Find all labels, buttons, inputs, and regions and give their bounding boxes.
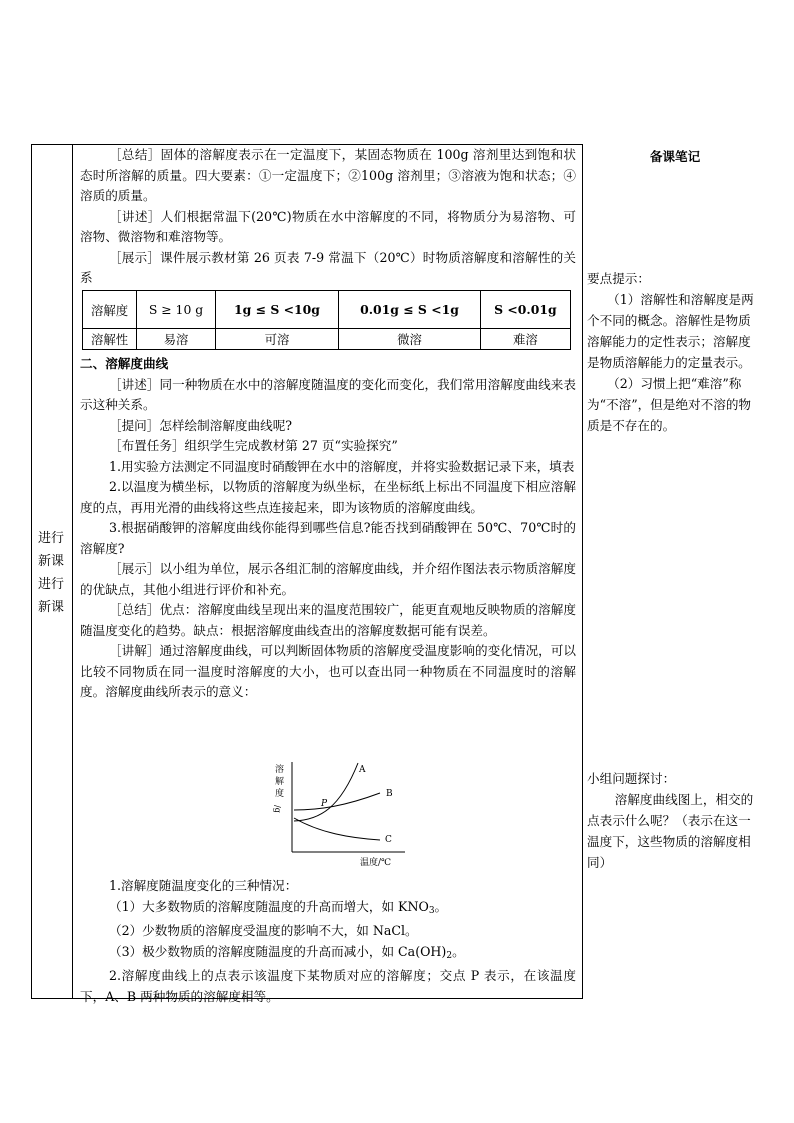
main-content-bottom [80, 876, 576, 1007]
curve-label-a: A [359, 765, 366, 775]
case-end: 。 [434, 898, 448, 914]
section-heading: 二、溶解度曲线 [80, 356, 169, 371]
point-label-p: P [321, 799, 328, 809]
y-axis-label: 解 [275, 777, 285, 787]
frame-left-border [31, 144, 32, 999]
table-cell [215, 291, 338, 329]
case-text: （3）极少数物质的溶解度随温度的升高而减小，如 Ca(OH) [108, 943, 447, 959]
main-content-continued [80, 354, 576, 703]
task-paragraph: ［布置任务］组织学生完成教材第 27 页“实验探究” [108, 438, 398, 453]
step-paragraph: 3.根据硝酸钾的溶解度曲线你能得到哪些信息?能否找到硝酸钾在 50℃、70℃时的溶解度? [80, 520, 576, 556]
table-cell [137, 291, 216, 329]
table-row-label: 溶解度 [83, 291, 137, 329]
case-paragraph: （2）少数物质的溶解度受温度的影响不大，如 NaCl。 [108, 923, 418, 938]
table-cell: 难溶 [480, 329, 570, 350]
group-paragraph: 溶解度曲线图上，相交的点表示什么呢？（表示在这一温度下，这些物质的溶解度相同） [587, 792, 754, 870]
summary-paragraph: ［总结］优点：溶解度曲线呈现出来的温度范围较广，能更直观地反映物质的溶解度随温度变化的趋势。缺点：根据溶解度曲线查出的溶解度数据可能有误差。 [80, 602, 576, 638]
table-cell [480, 291, 570, 329]
tip-paragraph: （1）溶解性和溶解度是两个不同的概念。溶解性是物质溶解能力的定性表示；溶解度是物质溶解能力的定量表示。 [587, 292, 754, 370]
explain-paragraph: ［讲解］通过溶解度曲线，可以判断固体物质的溶解度受温度影响的变化情况，可以比较不同物质在同一温度时溶解度的大小，也可以查出同一种物质在不同温度时的溶解度。溶解度曲线所表示的意义： [80, 643, 576, 699]
solubility-table [82, 290, 571, 350]
table-cell [339, 291, 481, 329]
solubility-curve-diagram [270, 758, 410, 868]
y-axis-label: 度 [275, 789, 285, 799]
lecture-paragraph: ［讲述］同一种物质在水中的溶解度随温度的变化而变化，我们常用溶解度曲线来表示这种关系。 [80, 376, 576, 412]
notes-title: 备课笔记 [649, 149, 701, 164]
lecture-paragraph: ［讲述］人们根据常温下(20℃)物质在水中溶解度的不同，将物质分为易溶物、可溶物、微溶物和难溶物等。 [80, 208, 576, 244]
subscript: 2 [446, 950, 453, 961]
range-slight: 0.01g ≤ S <1g [360, 302, 459, 317]
case-end: 。 [452, 943, 465, 959]
point-paragraph: 2.溶解度曲线上的点表示该温度下某物质对应的溶解度；交点 P 表示，在该温度下，A、B 两种物质的溶解度相等。 [80, 968, 576, 1004]
case-text: （1）大多数物质的溶解度随温度的升高而增大，如 KNO [108, 898, 429, 914]
section-label-line: 进行 [37, 577, 64, 592]
range-easy: S ≥ 10 g [148, 302, 204, 317]
step-paragraph: 1.用实验方法测定不同温度时硝酸钾在水中的溶解度，并将实验数据记录下来，填表 [108, 458, 575, 474]
tip-paragraph: （2）习惯上把“难溶”称为“不溶”，但是绝对不溶的物质是不存在的。 [587, 376, 752, 433]
range-insoluble: S <0.01g [494, 302, 557, 317]
section-label-line: 新课 [37, 600, 64, 615]
section-label [33, 527, 69, 619]
table-cell: 微溶 [339, 329, 481, 350]
section-label-line: 进行 [37, 531, 64, 546]
main-content [80, 145, 576, 289]
notes-group-discussion [587, 768, 763, 873]
y-axis-label: 溶 [275, 765, 285, 775]
group-title: 小组问题探讨： [587, 771, 676, 786]
step-paragraph: 2.以温度为横坐标，以物质的溶解度为纵坐标，在坐标纸上标出不同温度下相应溶解度的点，再用光滑的曲线将这些点连接起来，即为该物质的溶解度曲线。 [80, 479, 576, 515]
frame-col-divider [72, 144, 73, 999]
x-axis-label: 温度/℃ [360, 858, 392, 868]
frame-main-right-border [582, 144, 583, 999]
subscript: 3 [428, 905, 435, 916]
case-paragraph [80, 897, 576, 922]
display-paragraph: ［展示］课件展示教材第 26 页表 7-9 常温下（20℃）时物质溶解度和溶解性的关系 [80, 249, 576, 285]
section-label-line: 新课 [37, 554, 64, 569]
curve-c [294, 818, 380, 840]
case-paragraph [80, 942, 576, 967]
notes-tips [587, 268, 763, 436]
curve-a [294, 763, 358, 821]
curve-label-b: B [386, 789, 393, 799]
tips-title: 要点提示： [587, 271, 650, 286]
display-paragraph: ［展示］以小组为单位，展示各组汇制的溶解度曲线，并介绍作图法表示物质溶解度的优缺点，其他小组进行评价和补充。 [80, 561, 576, 597]
point-paragraph: 1.溶解度随温度变化的三种情况： [108, 878, 298, 893]
question-paragraph: ［提问］怎样绘制溶解度曲线呢? [108, 417, 293, 433]
range-soluble: 1g ≤ S <10g [234, 302, 320, 317]
curve-label-c: C [385, 835, 392, 845]
curve-b [294, 793, 380, 810]
summary-paragraph: ［总结］固体的溶解度表示在一定温度下，某固态物质在 100g 溶剂里达到饱和状态时所溶解的质量。四大要素：①一定温度下；②100g 溶剂里；③溶液为饱和状态；④溶质的质量。 [80, 147, 576, 203]
table-cell: 可溶 [215, 329, 338, 350]
y-axis-unit: /g [273, 805, 282, 813]
table-row-label: 溶解性 [83, 329, 137, 350]
table-cell: 易溶 [137, 329, 216, 350]
